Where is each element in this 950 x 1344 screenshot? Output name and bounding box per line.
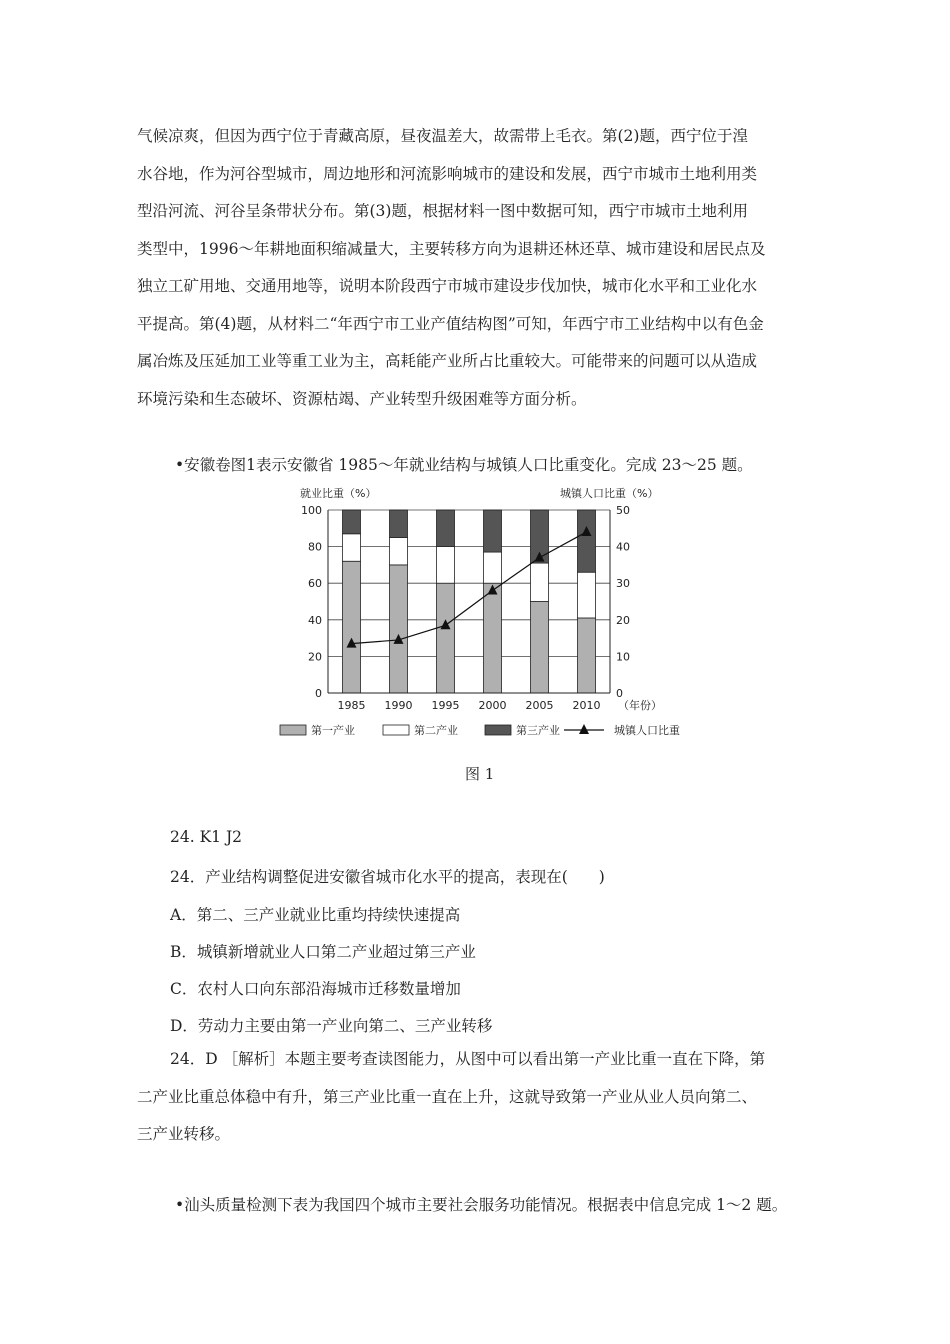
option-d: D．劳动力主要由第一产业向第二、三产业转移 xyxy=(170,1017,493,1035)
shantou-intro: •汕头质量检测下表为我国四个城市主要社会服务功能情况。根据表中信息完成 1～2 题。 xyxy=(175,1196,788,1214)
legend-swatch xyxy=(280,725,306,735)
bar-segment-2 xyxy=(578,572,596,618)
left-tick-label: 60 xyxy=(308,577,322,591)
bar-segment-1 xyxy=(343,561,361,693)
legend-label: 第三产业 xyxy=(516,724,560,737)
bar-segment-3 xyxy=(437,510,455,547)
urban-population-line xyxy=(352,532,587,644)
legend-label: 第一产业 xyxy=(311,724,355,737)
bars xyxy=(343,510,596,693)
x-tick-label: 1995 xyxy=(431,699,460,712)
legend-marker xyxy=(579,724,589,734)
intro-line: 水谷地，作为河谷型城市，周边地形和河流影响城市的建设和发展，西宁市城市土地利用类 xyxy=(137,164,758,183)
left-tick-label: 0 xyxy=(315,687,322,700)
question-code-line: 24. K1 J2 xyxy=(170,828,243,846)
intro-paragraph xyxy=(137,118,817,418)
legend-label: 城镇人口比重 xyxy=(614,724,680,737)
bar-segment-2 xyxy=(390,537,408,564)
grid xyxy=(328,510,610,656)
x-tick-label: 2010 xyxy=(572,699,601,712)
x-tick-label: 1985 xyxy=(337,699,366,712)
option-c: C．农村人口向东部沿海城市迁移数量增加 xyxy=(170,980,461,998)
intro-line: 型沿河流、河谷呈条带状分布。第(3)题，根据材料一图中数据可知，西宁市城市土地利用 xyxy=(137,202,748,220)
answer-paragraph xyxy=(137,1041,817,1154)
answer-line: 二产业比重总体稳中有升，第三产业比重一直在上升，这就导致第一产业从业人员向第二、 xyxy=(137,1087,758,1106)
figure-caption: 图 1 xyxy=(465,765,495,783)
right-tick-label: 0 xyxy=(616,687,623,700)
left-axis-label: 就业比重（%） xyxy=(300,487,377,500)
bar-segment-1 xyxy=(531,602,549,694)
intro-line: 独立工矿用地、交通用地等，说明本阶段西宁市城市建设步伐加快，城市化水平和工业化水 xyxy=(137,277,758,295)
right-tick-label: 50 xyxy=(616,504,630,517)
urban-line xyxy=(347,526,592,648)
right-tick-label: 20 xyxy=(616,613,630,627)
option-b: B．城镇新增就业人口第二产业超过第三产业 xyxy=(170,943,476,961)
x-unit-label: （年份） xyxy=(618,699,662,712)
bar-segment-2 xyxy=(531,563,549,601)
left-tick-label: 40 xyxy=(308,613,322,627)
bar-segment-2 xyxy=(343,534,361,561)
bar-segment-2 xyxy=(437,547,455,584)
answer-line: 三产业转移。 xyxy=(137,1125,231,1143)
legend xyxy=(280,723,680,737)
right-axis-label: 城镇人口比重（%） xyxy=(560,487,659,500)
bar-segment-3 xyxy=(484,510,502,552)
bar-segment-2 xyxy=(484,552,502,583)
anhui-intro: •安徽卷图1表示安徽省 1985～年就业结构与城镇人口比重变化。完成 23～25 题。 xyxy=(175,456,753,474)
bar-segment-1 xyxy=(578,618,596,693)
legend-swatch xyxy=(485,725,511,735)
intro-line: 气候凉爽，但因为西宁位于青藏高原，昼夜温差大，故需带上毛衣。第(2)题，西宁位于湟 xyxy=(137,127,748,145)
bar-segment-3 xyxy=(578,510,596,572)
right-tick-label: 10 xyxy=(616,650,630,664)
intro-line: 类型中，1996～年耕地面积缩减量大，主要转移方向为退耕还林还草、城市建设和居民点及 xyxy=(137,239,766,258)
left-tick-label: 100 xyxy=(301,504,322,517)
legend-label: 第二产业 xyxy=(414,724,458,737)
question-stem: 24．产业结构调整促进安徽省城市化水平的提高，表现在( ) xyxy=(170,868,605,886)
right-tick-label: 40 xyxy=(616,540,630,554)
bar-segment-3 xyxy=(390,510,408,537)
bar-segment-3 xyxy=(343,510,361,534)
option-a: A．第二、三产业就业比重均持续快速提高 xyxy=(170,906,461,924)
employment-urbanization-chart xyxy=(270,478,710,753)
x-tick-label: 2005 xyxy=(525,699,554,712)
intro-line: 平提高。第(4)题，从材料二“年西宁市工业产值结构图”可知，年西宁市工业结构中以有色金 xyxy=(137,314,764,333)
bar-segment-1 xyxy=(484,583,502,693)
right-tick-label: 30 xyxy=(616,577,630,591)
answer-line: 24．D ［解析］本题主要考查读图能力，从图中可以看出第一产业比重一直在下降，第 xyxy=(170,1050,766,1068)
x-tick-label: 1990 xyxy=(384,699,413,712)
legend-swatch xyxy=(383,725,409,735)
intro-line: 环境污染和生态破坏、资源枯竭、产业转型升级困难等方面分析。 xyxy=(137,389,587,408)
bar-segment-1 xyxy=(437,583,455,693)
bar-segment-1 xyxy=(390,565,408,693)
left-tick-label: 20 xyxy=(308,650,322,664)
intro-line: 属冶炼及压延加工业等重工业为主，高耗能产业所占比重较大。可能带来的问题可以从造成 xyxy=(137,352,758,370)
x-tick-label: 2000 xyxy=(478,699,507,712)
left-tick-label: 80 xyxy=(308,540,322,554)
